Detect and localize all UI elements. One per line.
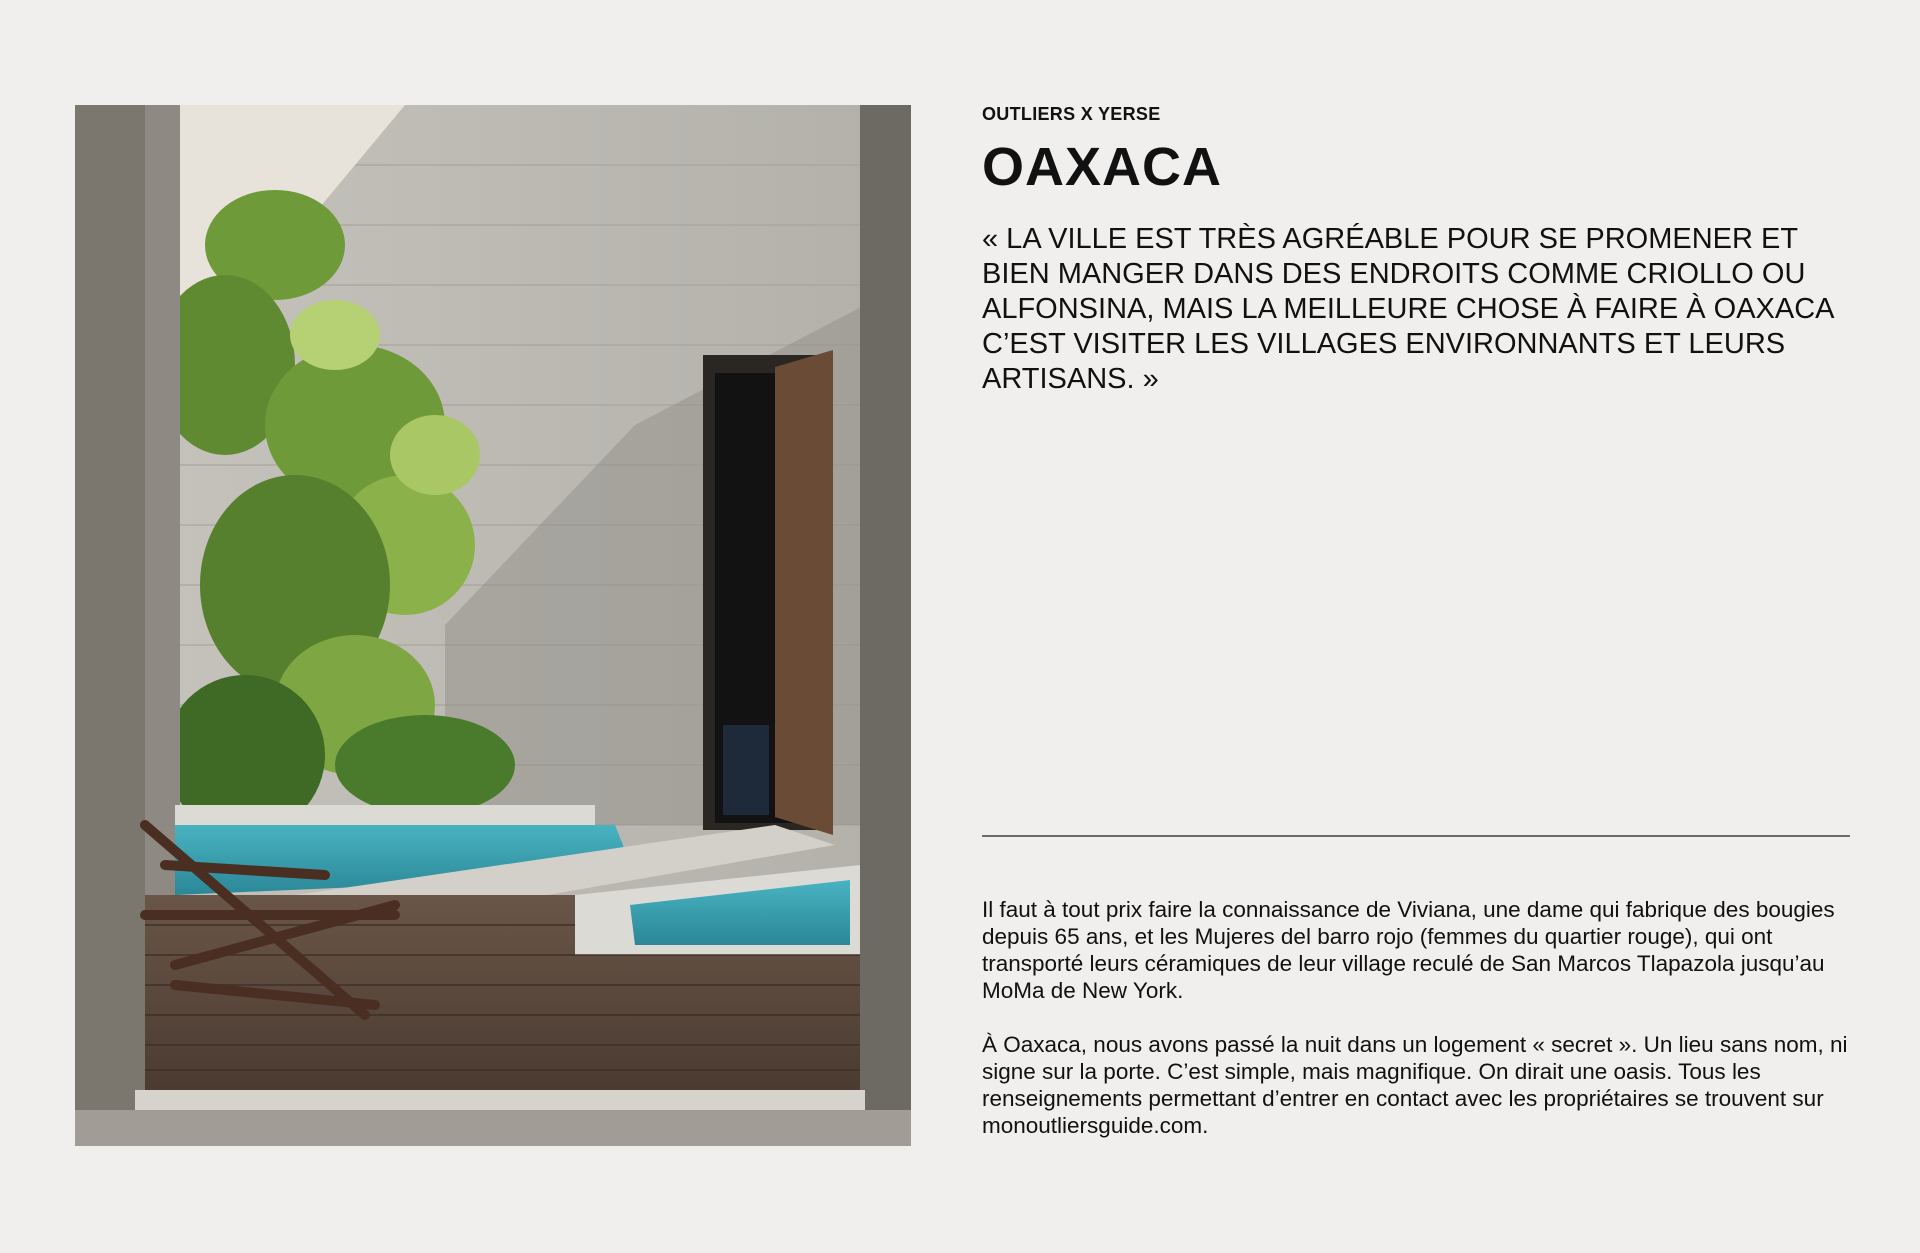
- steps: [135, 1090, 865, 1110]
- page-title: OAXACA: [982, 137, 1223, 197]
- pull-quote: « LA VILLE EST TRÈS AGRÉABLE POUR SE PROMENER ET BIEN MANGER DANS DES ENDROITS COMME CRIOLLO OU ALFONSINA, MAIS LA MEILLEURE CHOSE À FAIRE À OAXACA C’EST VISITER LES VILLAGES ENVIRONNANTS ET LEURS ARTISANS. »: [982, 223, 1833, 395]
- section-kicker: OUTLIERS X YERSE: [982, 104, 1161, 124]
- courtyard-photo: [75, 105, 911, 1146]
- open-door: [775, 350, 833, 835]
- article-body: [982, 896, 1850, 1166]
- body-paragraph: Il faut à tout prix faire la connaissance de Viviana, une dame qui fabrique des bougies depuis 65 ans, et les Mujeres del barro rojo (femmes du quartier rouge), qui ont transporté leurs céramiques de leur village reculé de San Marcos Tlapazola jusqu’au MoMa de New York.: [982, 897, 1835, 1003]
- right-column: [860, 105, 911, 1146]
- divider: [982, 835, 1850, 837]
- body-paragraph: À Oaxaca, nous avons passé la nuit dans un logement « secret ». Un lieu sans nom, ni signe sur la porte. C’est simple, mais magnifique. On dirait une oasis. Tous les renseignements permettant d’entrer en contact avec les propriétaires se trouvent sur monoutliersguide.com.: [982, 1032, 1848, 1138]
